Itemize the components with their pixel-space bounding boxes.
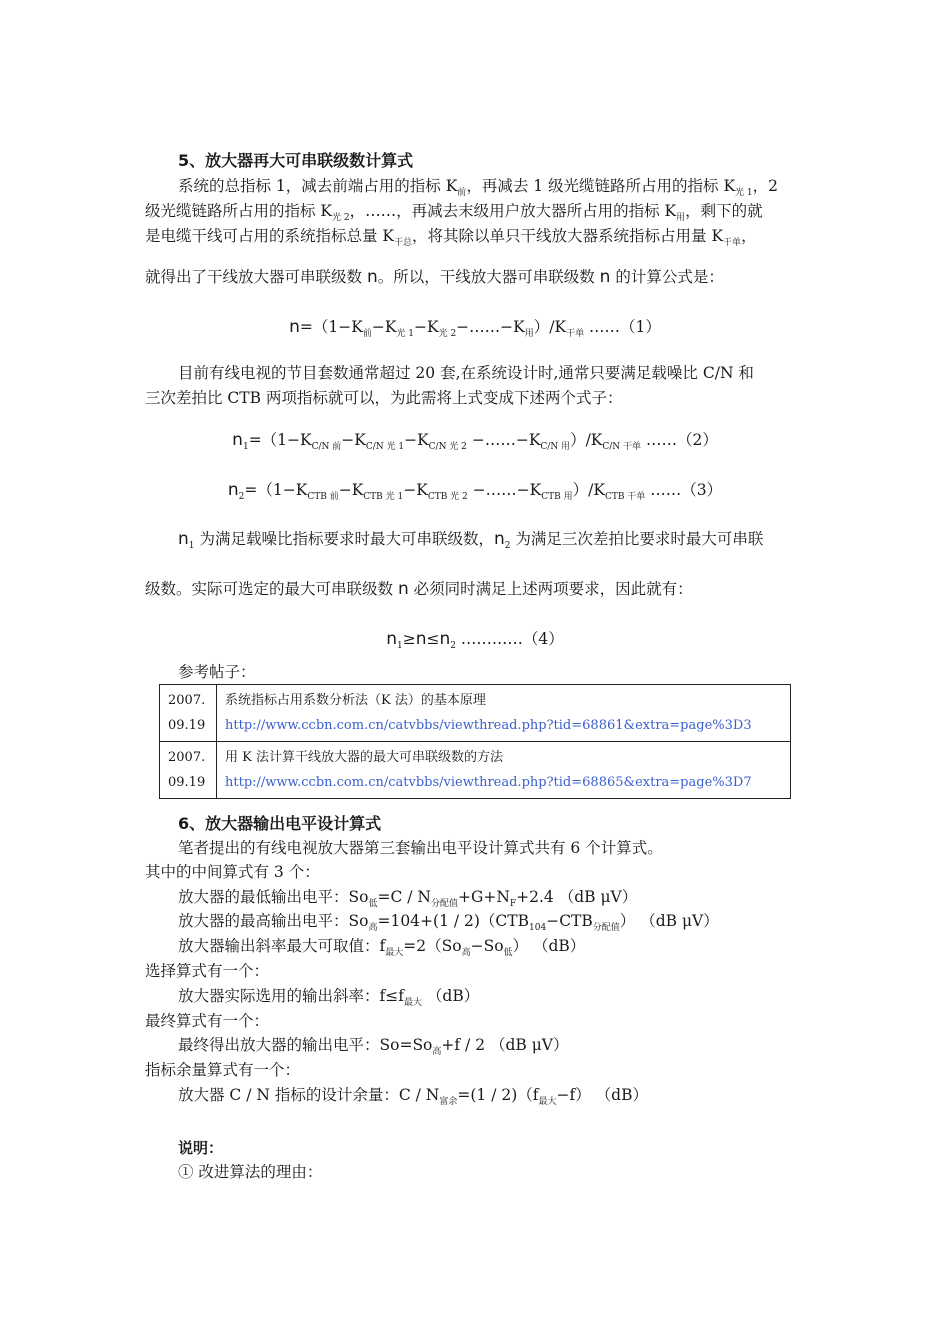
reference-cell [217,742,791,799]
formula-4: $n_1\ge n\le n_2$ …………（4） [386,629,564,652]
table-row [160,742,791,799]
paragraph-line: 就得出了干线放大器可串联级数 n。所以，干线放大器可串联级数 n 的计算公式是： [145,267,724,287]
formula-line: 最终得出放大器的输出电平：$So=So_高+f / 2$ （dB μV） [178,1036,569,1058]
formula-line: 放大器实际选用的输出斜率：$f\le f_{最大}$ （dB） [178,987,480,1009]
reference-table [159,684,791,799]
formula-3: $n_2=(1-K_{CTB 前}-K_{CTB 光 1}-K_{CTB 光 2}$ $-\dots\dots-K_{CTB 用})/K_{CTB 干单}$ ……（3） [227,480,723,503]
paragraph-line: 目前有线电视的节目套数通常超过 20 套,在系统设计时,通常只要满足载噪比 C/N 和 [178,364,754,382]
paragraph-line: $n_1$ 为满足载噪比指标要求时最大可串联级数，$n_2$ 为满足三次差拍比要求时最大可串联 [178,529,764,552]
formula-line: 放大器输出斜率最大可取值：$f_{最大}=2(So_高-So_低)$ （dB） [178,937,586,959]
paragraph-line: 是电缆干线可占用的系统指标总量 $K_{干总}$，将其除以单只干线放大器系统指标占用量 $K_{干单}$， [145,227,757,249]
paragraph-line: 三次差拍比 CTB 两项指标就可以，为此需将上式变成下述两个式子： [145,389,623,407]
reference-date: 2007. 09.19 [160,742,217,799]
formula-2: $n_1=(1-K_{C/N 前}-K_{C/N 光 1}-K_{C/N 光 2}$ $-\dots\dots-K_{C/N 用})/K_{C/N 干单}$ ……（2） [232,430,718,453]
section-5-title: 5、放大器再大可串联级数计算式 [178,151,414,170]
reference-title: 用 K 法计算干线放大器的最大可串联级数的方法 [225,750,503,765]
paragraph-line: 笔者提出的有线电视放大器第三套输出电平设计算式共有 6 个计算式。 [178,839,663,857]
formula-line: 放大器的最低输出电平：$So_低=C / N_{分配值}+G+N_F+2.4$ （dB μV） [178,888,638,910]
formula-line: 放大器的最高输出电平：$So_高=104+(1 / 2)(CTB_{104}-CTB_{分配值})$ （dB μV） [178,912,719,934]
reference-date: 2007. 09.19 [160,685,217,742]
reference-link[interactable]: http://www.ccbn.com.cn/catvbbs/viewthread.php?tid=68861&extra=page%3D3 [225,718,752,733]
section-6-title: 6、放大器输出电平设计算式 [178,814,382,833]
paragraph-line: 选择算式有一个： [145,962,270,980]
formula-line: 放大器 C / N 指标的设计余量：$C / N_{富余}=(1 / 2)(f_{最大}-f)$ （dB） [178,1086,648,1108]
paragraph-line: 级数。实际可选定的最大可串联级数 n 必须同时满足上述两项要求，因此就有： [145,579,693,599]
paragraph-line: 系统的总指标 1，减去前端占用的指标 $K_前$，再减去 1 级光缆链路所占用的指标 $K_{光 1}$，2 [178,177,779,199]
reference-link[interactable]: http://www.ccbn.com.cn/catvbbs/viewthread.php?tid=68865&extra=page%3D7 [225,775,752,790]
formula-1: $n=(1-K_前-K_{光 1}-K_{光 2}-\dots\dots-K_用)/K_{干单}$ ……（1） [289,317,661,340]
reference-label: 参考帖子： [178,663,256,681]
note-title: 说明： [178,1139,224,1157]
reference-title: 系统指标占用系数分析法（K 法）的基本原理 [225,693,486,708]
table-row [160,685,791,742]
paragraph-line: 其中的中间算式有 3 个： [145,863,320,881]
paragraph-line: 最终算式有一个： [145,1012,270,1030]
paragraph-line: 级光缆链路所占用的指标 $K_{光 2}$，……，再减去末级用户放大器所占用的指标 $K_用$，剩下的就 [145,202,763,224]
reference-cell [217,685,791,742]
paragraph-line: 指标余量算式有一个： [145,1061,301,1079]
note-item: ① 改进算法的理由： [178,1163,323,1181]
